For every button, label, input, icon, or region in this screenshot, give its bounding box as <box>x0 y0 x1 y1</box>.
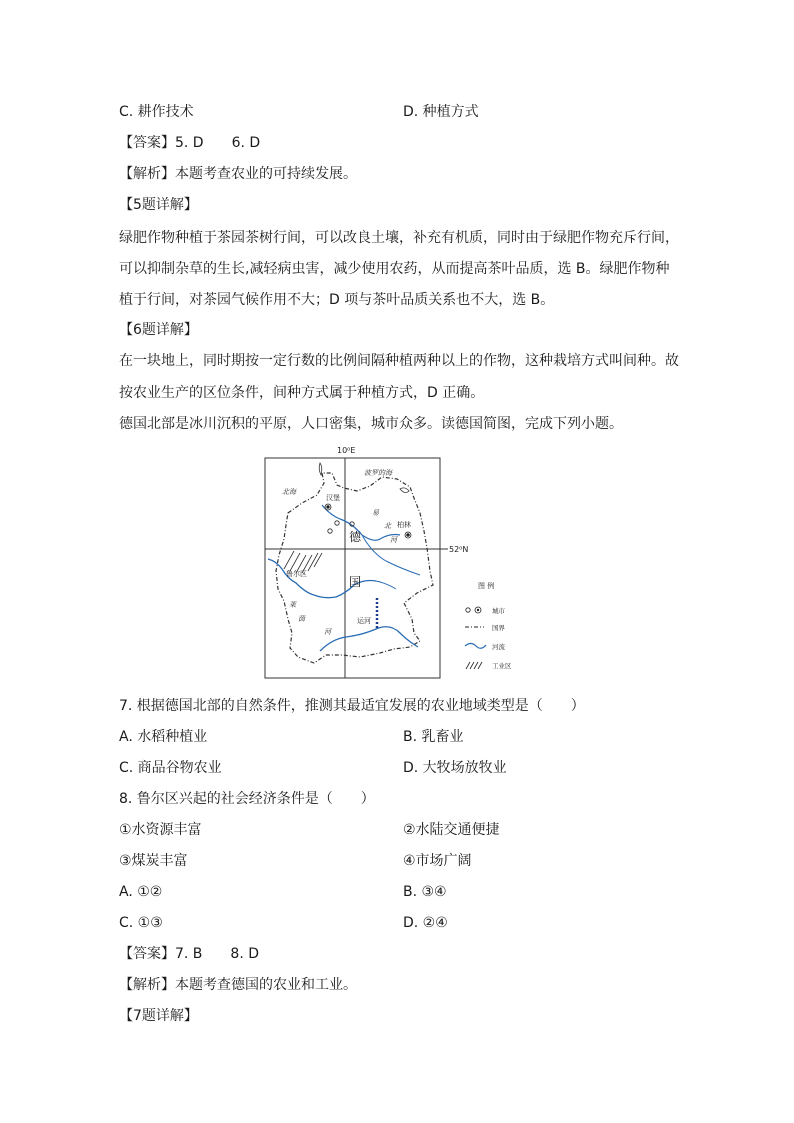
detail-heading-7: 【7题详解】 <box>119 1008 198 1024</box>
detail-6-line-2: 按农业生产的区位条件，间种方式属于种植方式，D 正确。 <box>119 385 485 401</box>
detail-5-line-1: 绿肥作物种植于茶园茶树行间，可以改良土壤，补充有机质，同时由于绿肥作物充斥行间， <box>119 230 679 246</box>
legend-river-label: 河流 <box>492 643 505 651</box>
q7-option-d: D. 大牧场放牧业 <box>403 760 507 776</box>
answer-5-6: 【答案】5. D 6. D <box>119 135 261 151</box>
canal-label: 运河 <box>357 617 371 625</box>
rhine-label-3: 河 <box>324 628 331 636</box>
germany-border <box>276 473 433 663</box>
q8-option-a: A. ①② <box>119 884 163 900</box>
legend-city-label: 城市 <box>492 607 505 615</box>
q7-option-b: B. 乳畜业 <box>403 729 464 745</box>
q7-option-c: C. 商品谷物农业 <box>119 760 222 776</box>
q8-statement-4: ④市场广阔 <box>403 853 472 869</box>
q8-statement-1: ①水资源丰富 <box>119 822 202 838</box>
hamburg-label: 汉堡 <box>326 494 340 502</box>
latitude-label: 52⁰N <box>449 545 469 554</box>
germany-map <box>262 443 544 680</box>
q8-statement-3: ③煤炭丰富 <box>119 853 188 869</box>
country-label-2: 国 <box>349 575 362 589</box>
q8-option-b: B. ③④ <box>403 884 447 900</box>
detail-heading-6: 【6题详解】 <box>119 322 198 338</box>
analysis-5-6: 【解析】本题考查农业的可持续发展。 <box>119 166 357 182</box>
question-8: 8. 鲁尔区兴起的社会经济条件是（ ） <box>119 791 375 807</box>
legend-industry-label: 工业区 <box>492 662 512 670</box>
baltic-sea-label: 波罗的海 <box>364 469 392 477</box>
answer-7-8: 【答案】7. B 8. D <box>119 946 259 962</box>
elbe-label-2: 北 <box>384 522 391 530</box>
north-sea-label: 北海 <box>282 488 296 496</box>
question-intro: 德国北部是冰川沉积的平原，人口密集，城市众多。读德国简图，完成下列小题。 <box>119 416 623 432</box>
q7-option-a: A. 水稻种植业 <box>119 729 208 745</box>
elbe-label-1: 易 <box>372 509 379 517</box>
q8-statement-2: ②水陆交通便捷 <box>403 822 500 838</box>
rhine-label-2: 茵 <box>298 615 305 623</box>
legend-city-icon <box>466 608 470 612</box>
map-legend <box>465 581 512 670</box>
legend-title: 图 例 <box>478 582 495 590</box>
ruhr-label: 鲁尔区 <box>286 570 307 578</box>
berlin-label: 柏林 <box>397 521 411 529</box>
option-c-q6: C. 耕作技术 <box>119 104 194 120</box>
detail-5-line-3: 植于行间，对茶园气候作用不大；D 项与茶叶品质关系也不大，选 B。 <box>119 292 555 308</box>
rhine-label-1: 莱 <box>289 601 296 609</box>
detail-6-line-1: 在一块地上，同时期按一定行数的比例间隔种植两种以上的作物，这种栽培方式叫间种。故 <box>119 353 679 369</box>
option-d-q6: D. 种植方式 <box>403 104 479 120</box>
legend-industry-icon <box>466 662 482 669</box>
question-7: 7. 根据德国北部的自然条件，推测其最适宜发展的农业地域类型是（ ） <box>119 698 585 714</box>
legend-border-label: 国界 <box>492 624 505 632</box>
analysis-7-8: 【解析】本题考查德国的农业和工业。 <box>119 977 357 993</box>
longitude-label: 10⁰E <box>337 446 356 455</box>
elbe-label-3: 河 <box>390 536 397 544</box>
country-label-1: 德 <box>349 530 362 544</box>
legend-river-icon <box>465 644 486 649</box>
detail-heading-5: 【5题详解】 <box>119 197 198 213</box>
q8-option-c: C. ①③ <box>119 915 163 931</box>
q8-option-d: D. ②④ <box>403 915 448 931</box>
detail-5-line-2: 可以抑制杂草的生长,减轻病虫害，减少使用农药，从而提高茶叶品质，选 B。绿肥作物种 <box>119 261 670 277</box>
